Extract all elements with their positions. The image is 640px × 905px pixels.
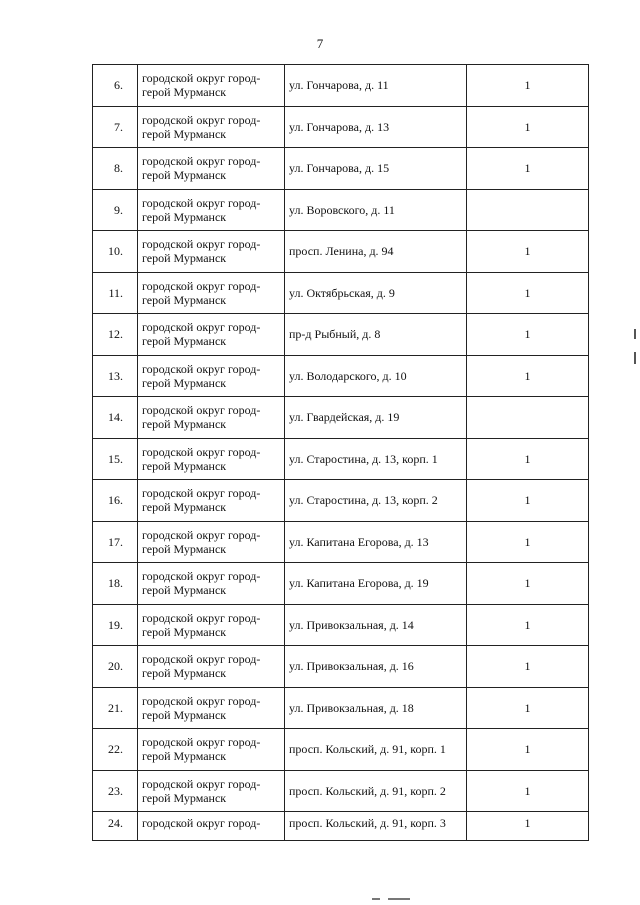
municipality-cell [138,355,285,397]
table-row [93,106,589,148]
table-row [93,355,589,397]
municipality-line: герой Мурманск [142,85,227,100]
quantity-cell: 1 [467,231,589,273]
table-row [93,397,589,439]
table-row [93,231,589,273]
quantity-cell: 1 [467,729,589,771]
municipality-line: городской округ город- [142,403,261,418]
quantity-cell [467,397,589,439]
quantity-cell [467,189,589,231]
municipality-cell [138,438,285,480]
row-number-cell: 7. [93,106,138,148]
address-cell: просп. Ленина, д. 94 [285,231,467,273]
table-row [93,272,589,314]
municipality-cell [138,272,285,314]
municipality-line: городской округ город- [142,527,261,542]
municipality-cell [138,148,285,190]
row-number-cell: 21. [93,687,138,729]
municipality-line: городской округ город- [142,237,261,252]
municipality-cell [138,604,285,646]
municipality-cell [138,770,285,812]
municipality-cell [138,397,285,439]
municipality-cell [138,646,285,688]
table-row [93,438,589,480]
municipality-line: городской округ город- [142,776,261,791]
municipality-line: герой Мурманск [142,583,227,598]
address-cell: ул. Привокзальная, д. 18 [285,687,467,729]
municipality-cell [138,812,285,841]
address-cell: ул. Капитана Егорова, д. 13 [285,521,467,563]
table-row [93,65,589,107]
quantity-cell: 1 [467,355,589,397]
row-number-cell: 22. [93,729,138,771]
table-row [93,521,589,563]
quantity-cell: 1 [467,272,589,314]
row-number-cell: 9. [93,189,138,231]
municipality-line: городской округ город- [142,610,261,625]
municipality-cell [138,314,285,356]
table-row [93,604,589,646]
table-row [93,729,589,771]
municipality-line: герой Мурманск [142,500,227,515]
municipality-line: городской округ город- [142,486,261,501]
row-number-cell: 12. [93,314,138,356]
municipality-line: герой Мурманск [142,749,227,764]
scan-bottom-mark [372,898,380,900]
row-number-cell: 11. [93,272,138,314]
table-row [93,480,589,522]
municipality-line: городской округ город- [142,154,261,169]
quantity-cell: 1 [467,148,589,190]
address-cell: ул. Капитана Егорова, д. 19 [285,563,467,605]
quantity-cell: 1 [467,438,589,480]
table-row [93,189,589,231]
municipality-line: городской округ город- [142,652,261,667]
municipality-cell [138,521,285,563]
table-row [93,646,589,688]
municipality-line: герой Мурманск [142,707,227,722]
row-number-cell: 6. [93,65,138,107]
municipality-line: городской округ город- [142,112,261,127]
row-number-cell: 13. [93,355,138,397]
municipality-line: городской округ город- [142,278,261,293]
table-row [93,314,589,356]
quantity-cell: 1 [467,106,589,148]
table-row [93,687,589,729]
municipality-line: герой Мурманск [142,251,227,266]
address-cell: ул. Володарского, д. 10 [285,355,467,397]
row-number-cell: 23. [93,770,138,812]
municipality-cell [138,189,285,231]
address-table [92,64,589,841]
quantity-cell: 1 [467,65,589,107]
table-row [93,148,589,190]
municipality-line: герой Мурманск [142,624,227,639]
page-number: 7 [316,36,324,51]
quantity-cell: 1 [467,687,589,729]
table-row [93,770,589,812]
address-cell: ул. Воровского, д. 11 [285,189,467,231]
municipality-cell [138,563,285,605]
quantity-cell: 1 [467,314,589,356]
table-row [93,812,589,841]
table-row [93,563,589,605]
municipality-line: герой Мурманск [142,375,227,390]
address-cell: ул. Старостина, д. 13, корп. 2 [285,480,467,522]
municipality-line: герой Мурманск [142,666,227,681]
municipality-cell [138,106,285,148]
municipality-cell [138,687,285,729]
municipality-cell [138,231,285,273]
table-body [93,65,589,841]
address-cell: просп. Кольский, д. 91, корп. 2 [285,770,467,812]
row-number-cell: 8. [93,148,138,190]
municipality-line: герой Мурманск [142,458,227,473]
address-cell: просп. Кольский, д. 91, корп. 3 [285,812,467,841]
address-cell: ул. Старостина, д. 13, корп. 1 [285,438,467,480]
scan-edge-mark [634,352,636,364]
municipality-line: городской округ город- [142,361,261,376]
municipality-line: городской округ город- [142,320,261,335]
address-cell: ул. Октябрьская, д. 9 [285,272,467,314]
municipality-cell [138,480,285,522]
row-number-cell: 16. [93,480,138,522]
municipality-line: городской округ город- [142,816,261,830]
municipality-line: городской округ город- [142,195,261,210]
scan-bottom-mark [388,898,410,900]
municipality-cell [138,729,285,771]
municipality-cell [138,65,285,107]
municipality-line: герой Мурманск [142,168,227,183]
row-number-cell: 15. [93,438,138,480]
municipality-line: герой Мурманск [142,417,227,432]
quantity-cell: 1 [467,563,589,605]
quantity-cell: 1 [467,604,589,646]
row-number-cell: 24. [93,812,138,841]
address-cell: ул. Гончарова, д. 13 [285,106,467,148]
municipality-line: городской округ город- [142,569,261,584]
address-cell: ул. Гончарова, д. 11 [285,65,467,107]
municipality-line: городской округ город- [142,693,261,708]
municipality-line: городской округ город- [142,735,261,750]
address-cell: ул. Привокзальная, д. 14 [285,604,467,646]
quantity-cell: 1 [467,521,589,563]
municipality-line: герой Мурманск [142,126,227,141]
row-number-cell: 20. [93,646,138,688]
quantity-cell: 1 [467,770,589,812]
row-number-cell: 18. [93,563,138,605]
quantity-cell: 1 [467,646,589,688]
row-number-cell: 14. [93,397,138,439]
municipality-line: герой Мурманск [142,209,227,224]
address-cell: просп. Кольский, д. 91, корп. 1 [285,729,467,771]
row-number-cell: 19. [93,604,138,646]
quantity-cell: 1 [467,812,589,841]
municipality-line: герой Мурманск [142,292,227,307]
row-number-cell: 10. [93,231,138,273]
address-cell: ул. Привокзальная, д. 16 [285,646,467,688]
quantity-cell: 1 [467,480,589,522]
address-cell: пр-д Рыбный, д. 8 [285,314,467,356]
municipality-line: герой Мурманск [142,541,227,556]
scan-edge-mark [634,329,636,339]
address-cell: ул. Гончарова, д. 15 [285,148,467,190]
row-number-cell: 17. [93,521,138,563]
municipality-line: городской округ город- [142,444,261,459]
municipality-line: городской округ город- [142,71,261,86]
address-cell: ул. Гвардейская, д. 19 [285,397,467,439]
municipality-line: герой Мурманск [142,334,227,349]
municipality-line: герой Мурманск [142,790,227,805]
